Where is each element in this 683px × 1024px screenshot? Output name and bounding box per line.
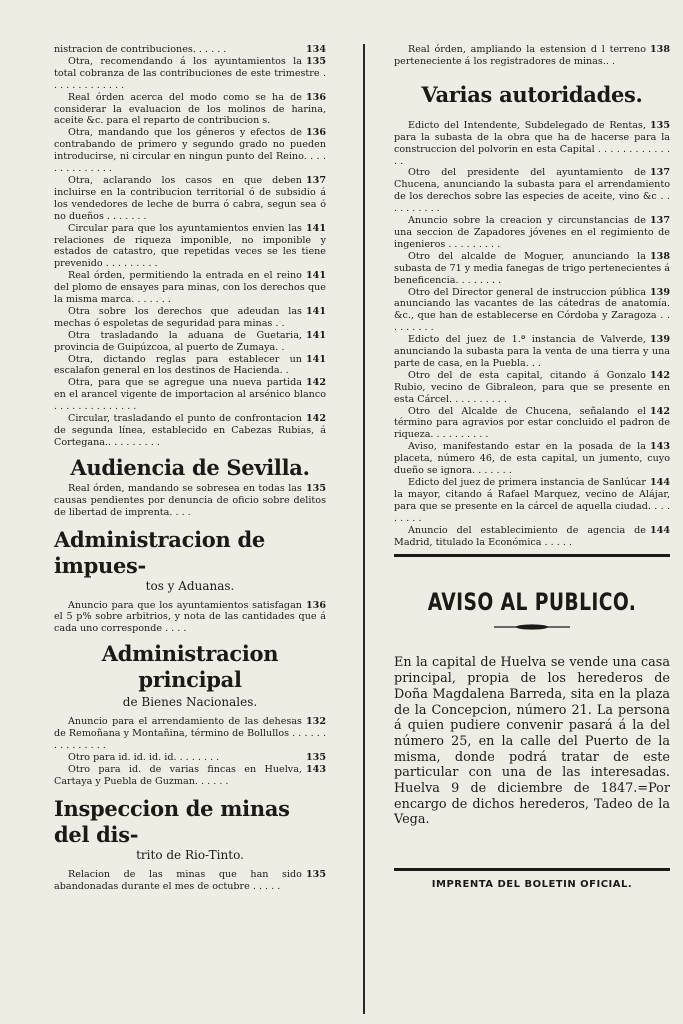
index-entry [394, 251, 670, 287]
index-entry [394, 441, 670, 477]
entry-text: Real órden acerca del modo como se ha de considerar la evaluacion de los molinos de harina, aceite &c. para el reparto de contribucion s. [54, 91, 326, 127]
page-number: 142 [305, 377, 326, 389]
entry-text: Otro del de esta capital, citando á Gonzalo Rubio, vecino de Gibraleon, para que se presente en esta Cárcel. . . . . . . . . . [394, 369, 670, 405]
index-entry [54, 56, 326, 92]
page-number: 144 [649, 477, 670, 488]
entry-text: Otro del Director general de instruccion pública anunciando las vacantes de las cátedras de anatomía. &c., que han de establecerse en Córdoba y Zaragoza . . . . . . . . . [394, 286, 670, 334]
index-entry [54, 483, 326, 519]
index-list [54, 44, 326, 449]
index-list [394, 44, 670, 68]
entry-text: Otro para id. id. id. id. . . . . . . . [68, 751, 220, 763]
entry-text: Otra, aclarando los casos en que deben incluirse en la contribucion territorial ó de subsidio á los vendedores de leche de burra ó cabra, segun sea ó no dueños . . . . . . . [54, 174, 326, 222]
entry-text: Circular para que los ayuntamientos envien las relaciones de riqueza imponible, no imponible y estados de catastro, que repetidas veces se les tiene prevenido . . . . . . . . . [54, 222, 326, 270]
section-heading-administracion-principal: Administracion principal [101, 641, 279, 693]
entry-text: Real órden, mandando se sobresea en todas las causas pendientes por denuncia de oficio sobre delitos de libertad de imprenta. . . . [54, 482, 326, 518]
section-subheading: de Bienes Nacionales. [122, 695, 258, 710]
page-number: 135 [305, 868, 326, 880]
index-entry [54, 306, 326, 330]
page-number: 137 [649, 167, 670, 179]
page-number: 136 [305, 599, 326, 611]
page-number: 141 [305, 270, 326, 282]
entry-text: Edicto del Intendente, Subdelegado de Rentas, para la subasta de la obra que ha de hacerse para la construccion del polvorin en esta Capital . . . . . . . . . . . . . . [394, 119, 670, 167]
section-subheading: tos y Aduanas. [145, 578, 235, 593]
page-number: 134 [305, 44, 326, 55]
index-entry [54, 869, 326, 893]
page-number: 142 [305, 413, 326, 425]
column-divider [363, 44, 365, 1014]
index-entry [54, 330, 326, 354]
page-number: 136 [305, 91, 326, 103]
index-list [54, 483, 326, 519]
printer-footer: IMPRENTA DEL BOLETIN OFICIAL. [431, 879, 633, 891]
page-number: 135 [649, 119, 670, 131]
entry-text: nistracion de contribuciones. . . . . . [54, 44, 227, 55]
index-entry [54, 600, 326, 636]
ornament-divider-icon [492, 623, 572, 631]
index-entry [394, 525, 670, 549]
index-list [394, 120, 670, 549]
index-list [54, 600, 326, 636]
entry-text: Otro del Alcalde de Chucena, señalando el término para agravios por estar concluido el padron de riqueza. . . . . . . . . . [394, 405, 670, 441]
index-entry [394, 406, 670, 442]
index-entry [54, 223, 326, 271]
index-list [54, 716, 326, 787]
entry-text: Otra trasladando la aduana de Guetaria, provincia de Guipúzcoa, al puerto de Zumaya. . [54, 329, 302, 353]
page-number: 139 [649, 286, 670, 298]
page-number: 136 [305, 127, 326, 139]
index-entry [394, 167, 670, 215]
section-subheading: trito de Rio-Tinto. [136, 847, 244, 862]
entry-text: Anuncio para que los ayuntamientos satisfagan el 5 p% sobre arbitrios, y nota de las cantidades que á cada uno corresponde . . . . [54, 599, 326, 635]
page-number: 135 [305, 751, 326, 763]
page-number: 132 [305, 716, 326, 728]
index-entry [54, 354, 326, 378]
entry-text: Real órden, ampliando la estension d l terreno perteneciente á los registradores de minas.. . [394, 44, 646, 67]
entry-text: Anuncio para el arrendamiento de las dehesas de Remoñana y Montañina, término de Bollullos . . . . . . . . . . . . . . . [54, 716, 326, 752]
left-column [54, 44, 326, 893]
page-number: 137 [649, 215, 670, 227]
index-entry [54, 92, 326, 128]
section-heading-inspeccion-minas: Inspeccion de minas del dis- [54, 795, 290, 847]
entry-text: Otra, recomendando á los ayuntamientos la total cobranza de las contribuciones de este trimestre . . . . . . . . . . . . . [54, 55, 326, 91]
entry-text: Otra sobre los derechos que adeudan las mechas ó espoletas de seguridad para minas . . [54, 305, 302, 329]
entry-text: Anuncio del establecimiento de agencia de Madrid, titulado la Económica . . . . . [394, 524, 646, 548]
section-heading-administracion-impuestos: Administracion de impues- [54, 526, 265, 578]
index-entry [54, 764, 326, 788]
notice-title: AVISO AL PUBLICO. [427, 588, 637, 617]
page-number: 141 [305, 353, 326, 365]
index-entry [54, 175, 326, 223]
index-entry [394, 215, 670, 251]
index-entry [54, 270, 326, 306]
entry-text: Relacion de las minas que han sido abandonadas durante el mes de octubre . . . . . [54, 868, 302, 892]
horizontal-rule [394, 554, 670, 557]
index-entry [394, 370, 670, 406]
index-entry [394, 120, 670, 168]
entry-text: Aviso, manifestando estar en la posada de la placeta, número 46, de esta capital, un jumento, cuyo dueño se ignora. . . . . . . [394, 441, 670, 477]
section-heading-varias-autoridades: Varias autoridades. [421, 81, 643, 107]
index-entry [394, 287, 670, 335]
entry-text: Otra, dictando reglas para establecer un escalafon general en los destinos de Hacienda. . [54, 353, 302, 377]
index-entry [54, 752, 326, 764]
page-number: 138 [649, 44, 670, 55]
index-entry [54, 44, 326, 56]
section-heading-audiencia: Audiencia de Sevilla. [70, 454, 310, 480]
horizontal-rule [394, 868, 670, 871]
page-number: 143 [305, 763, 326, 775]
entry-text: Otro para id. de varias fincas en Huelva, Cartaya y Puebla de Guzman. . . . . . [54, 763, 302, 787]
page-number: 144 [649, 524, 670, 536]
page-number: 143 [649, 441, 670, 453]
notice-body: En la capital de Huelva se vende una casa principal, propia de los herederos de Doña Magdalena Barreda, sita en la plaza de la Concepcion, número 21. La persona á quien pudiere convenir pasará á la del número 25, en la calle del Puerto de la misma, donde podrá tratar de este particular con una de las interesadas. Huelva 9 de diciembre de 1847.=Por encargo de dichos herederos, Tadeo de la Vega. [394, 655, 670, 828]
index-entry [54, 127, 326, 175]
entry-text: Edicto del juez de 1.ª instancia de Valverde, anunciando la subasta para la venta de una tierra y una parte de casa, en la Puebla. . . [394, 334, 670, 369]
entry-text: Otra, para que se agregue una nueva partida en el arancel vigente de importacion al arsénico blanco . . . . . . . . . . . . . . [54, 377, 326, 413]
index-list [54, 869, 326, 893]
page-number: 141 [305, 329, 326, 341]
page-number: 137 [305, 174, 326, 186]
entry-text: Circular, trasladando el punto de confrontacion de segunda línea, establecido en Cabezas Rubias, á Cortegana.. . . . . . . . . [54, 413, 326, 448]
page-number: 135 [305, 482, 326, 494]
page-number: 141 [305, 222, 326, 234]
index-entry [394, 477, 670, 525]
page-number: 142 [649, 405, 670, 417]
entry-text: Otra, mandando que los géneros y efectos de contrabando de primero y segundo grado no pueden introducirse, ni circular en ningun punto del Reino. . . . . . . . . . . . . . [54, 127, 326, 175]
index-entry [394, 334, 670, 370]
page-number: 135 [305, 55, 326, 67]
right-column [394, 44, 670, 890]
page-number: 138 [649, 250, 670, 262]
entry-text: Real órden, permitiendo la entrada en el reino del plomo de ensayes para minas, con los derechos que la misma marca. . . . . . . [54, 270, 326, 306]
index-entry [54, 716, 326, 752]
index-entry [54, 377, 326, 413]
entry-text: Otro del presidente del ayuntamiento de Chucena, anunciando la subasta para el arrendamiento de los derechos sobre las especies de aceite, vino &c . . . . . . . . . . [394, 167, 670, 215]
entry-text: Anuncio sobre la creacion y circunstancias de una seccion de Zapadores jóvenes en el regimiento de ingenieros . . . . . . . . . [394, 215, 670, 250]
page-number: 142 [649, 369, 670, 381]
index-entry [54, 413, 326, 449]
entry-text: Otro del alcalde de Moguer, anunciando la subasta de 71 y media fanegas de trigo pertenecientes á beneficencia. . . . . . . . [394, 250, 670, 286]
page-number: 139 [649, 334, 670, 346]
index-entry [394, 44, 670, 68]
entry-text: Edicto del juez de primera instancia de Sanlúcar la mayor, citando á Rafael Marquez, vecino de Alájar, para que se presente en la cárcel de aquella ciudad. . . . . . . . . [394, 477, 670, 524]
page-number: 141 [305, 305, 326, 317]
